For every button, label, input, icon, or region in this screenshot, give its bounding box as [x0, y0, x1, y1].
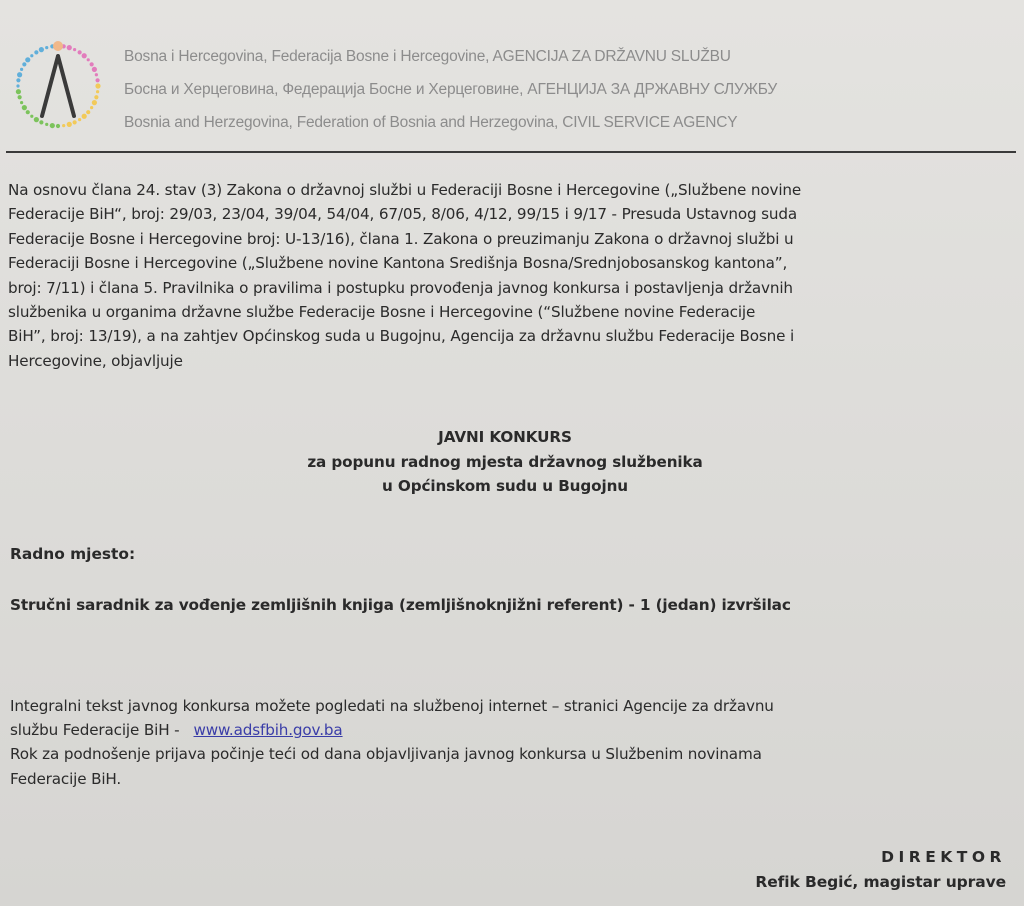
agency-logo-icon: [14, 30, 102, 134]
notice-line-with-link: [10, 718, 1010, 742]
intro-line: broj: 7/11) i člana 5. Pravilnika o pravilima i postupku provođenja javnog konkursa i postavljenja državnih: [8, 278, 793, 297]
intro-line: Federacije BiH“, broj: 29/03, 23/04, 39/04, 54/04, 67/05, 8/06, 4/12, 99/15 i 9/17 - Presuda Ustavnog suda: [8, 205, 798, 224]
notice-line: Rok za podnošenje prijava počinje teći od dana objavljivanja javnog konkursa u Službenim novinama: [10, 745, 762, 764]
agency-website-link[interactable]: www.adsfbih.gov.ba: [193, 721, 343, 740]
intro-line: Federacije Bosne i Hercegovine broj: U-13/16), člana 1. Zakona o preuzimanju Zakona o državnoj službi u: [8, 229, 794, 248]
intro-line: službenika u organima državne službe Federacije Bosne i Hercegovine (“Službene novine Federacije: [8, 303, 756, 322]
agency-name-bosnian: Bosna i Hercegovina, Federacija Bosne i Hercegovine, AGENCIJA ZA DRŽAVNU SLUŽBU: [124, 48, 731, 65]
title-heading: JAVNI KONKURS: [438, 428, 572, 446]
notice-line: službu Federacije BiH -: [10, 721, 180, 740]
competition-title: [0, 425, 1010, 499]
intro-paragraph: [8, 178, 1008, 373]
intro-line: Hercegovine, objavljuje: [8, 351, 183, 370]
notice-line: Federacije BiH.: [10, 769, 122, 788]
position-label: Radno mjesto:: [10, 545, 136, 563]
notice-paragraph: [10, 694, 1010, 791]
title-subtitle: za popunu radnog mjesta državnog službenika: [307, 452, 703, 471]
notice-line: Integralni tekst javnog konkursa možete pogledati na službenoj internet – stranici Agencije za državnu: [10, 697, 774, 715]
signatory-name: Refik Begić, magistar uprave: [755, 873, 1006, 891]
position-value: Stručni saradnik za vođenje zemljišnih knjiga (zemljišnoknjižni referent) - 1 (jedan) izvršilac: [10, 596, 791, 614]
header-divider: [6, 151, 1016, 153]
agency-name-english: Bosnia and Herzegovina, Federation of Bosnia and Herzegovina, CIVIL SERVICE AGENCY: [124, 114, 738, 131]
intro-line: Na osnovu člana 24. stav (3) Zakona o državnoj službi u Federaciji Bosne i Hercegovine („Službene novine: [8, 181, 802, 199]
title-subtitle: u Općinskom sudu u Bugojnu: [381, 477, 629, 495]
agency-header: [124, 46, 777, 145]
intro-line: Federaciji Bosne i Hercegovine („Službene novine Kantona Središnja Bosna/Srednjobosanskog kantona”,: [8, 254, 788, 273]
intro-line: BiH”, broj: 13/19), a na zahtjev Općinskog suda u Bugojnu, Agencija za državnu službu Federacije Bosne i: [8, 327, 795, 346]
agency-name-cyrillic: Босна и Херцеговина, Федерација Босне и Херцеговине, АГЕНЦИЈА ЗА ДРЖАВНУ СЛУЖБУ: [124, 81, 778, 98]
signatory-role: DIREKTOR: [881, 848, 1006, 866]
signature-block: [755, 845, 1006, 895]
